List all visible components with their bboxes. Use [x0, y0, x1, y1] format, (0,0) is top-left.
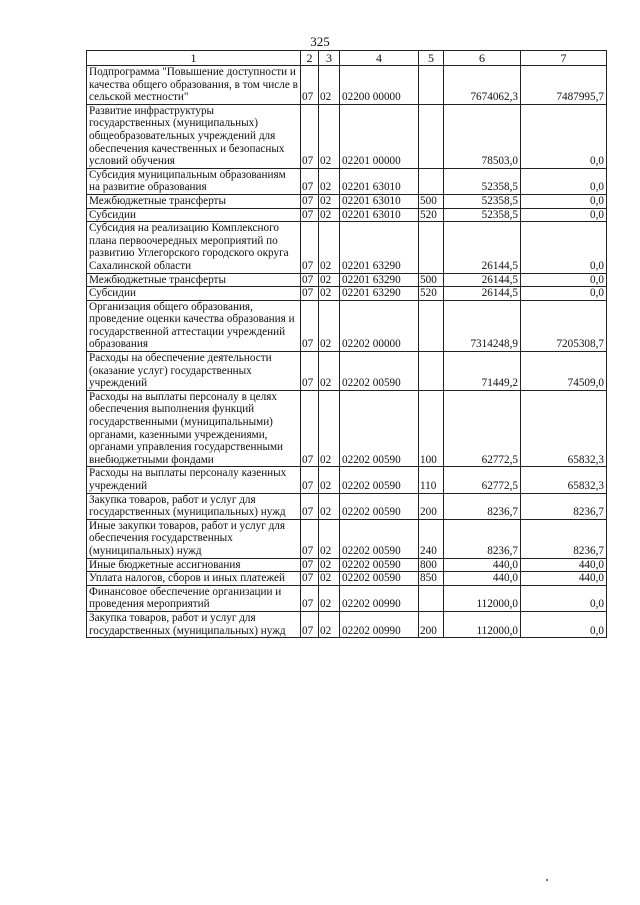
amount-year-1: 7674062,3 — [444, 66, 521, 105]
section-code: 07 — [301, 519, 319, 558]
page-number: 325 — [310, 34, 330, 49]
row-description: Иные закупки товаров, работ и услуг для обеспечения государственных (муниципальных) нужд — [87, 519, 301, 558]
subsection-code: 02 — [319, 66, 340, 105]
amount-year-2: 440,0 — [521, 558, 607, 572]
subsection-code: 02 — [319, 222, 340, 273]
subsection-code: 02 — [319, 208, 340, 222]
amount-year-1: 440,0 — [444, 572, 521, 586]
expense-type-code: 520 — [419, 208, 444, 222]
row-description: Финансовое обеспечение организации и проведения мероприятий — [87, 585, 301, 611]
row-description: Подпрограмма "Повышение доступности и качества общего образования, в том числе в сельской местности" — [87, 66, 301, 105]
expense-type-code: 850 — [419, 572, 444, 586]
section-code: 07 — [301, 104, 319, 168]
amount-year-1: 26144,5 — [444, 273, 521, 287]
table-row — [87, 467, 607, 493]
amount-year-1: 26144,5 — [444, 222, 521, 273]
expense-type-code: 500 — [419, 194, 444, 208]
subsection-code: 02 — [319, 611, 340, 637]
table-row — [87, 519, 607, 558]
table-row — [87, 104, 607, 168]
row-description: Субсидия на реализацию Комплексного плана первоочередных мероприятий по развитию Углегорского городского округа Сахалинской области — [87, 222, 301, 273]
amount-year-1: 440,0 — [444, 558, 521, 572]
subsection-code: 02 — [319, 194, 340, 208]
amount-year-2: 8236,7 — [521, 493, 607, 519]
row-description: Межбюджетные трансферты — [87, 273, 301, 287]
expense-type-code — [419, 104, 444, 168]
table-row — [87, 300, 607, 351]
table-row — [87, 585, 607, 611]
target-article-code: 02202 00590 — [340, 390, 419, 467]
amount-year-1: 52358,5 — [444, 208, 521, 222]
row-description: Межбюджетные трансферты — [87, 194, 301, 208]
amount-year-2: 0,0 — [521, 611, 607, 637]
target-article-code: 02200 00000 — [340, 66, 419, 105]
amount-year-2: 7205308,7 — [521, 300, 607, 351]
section-code: 07 — [301, 611, 319, 637]
expense-type-code — [419, 222, 444, 273]
expense-type-code — [419, 300, 444, 351]
row-description: Иные бюджетные ассигнования — [87, 558, 301, 572]
amount-year-1: 8236,7 — [444, 519, 521, 558]
expense-type-code: 200 — [419, 611, 444, 637]
section-code: 07 — [301, 66, 319, 105]
subsection-code: 02 — [319, 104, 340, 168]
amount-year-1: 26144,5 — [444, 287, 521, 301]
amount-year-2: 74509,0 — [521, 352, 607, 391]
table-row — [87, 390, 607, 467]
column-header-4: 4 — [340, 51, 419, 66]
section-code: 07 — [301, 287, 319, 301]
section-code: 07 — [301, 585, 319, 611]
subsection-code: 02 — [319, 168, 340, 194]
table-row — [87, 194, 607, 208]
target-article-code: 02202 00990 — [340, 611, 419, 637]
section-code: 07 — [301, 558, 319, 572]
amount-year-1: 52358,5 — [444, 168, 521, 194]
column-header-6: 6 — [444, 51, 521, 66]
column-header-3: 3 — [319, 51, 340, 66]
amount-year-2: 65832,3 — [521, 467, 607, 493]
section-code: 07 — [301, 352, 319, 391]
subsection-code: 02 — [319, 352, 340, 391]
amount-year-2: 0,0 — [521, 104, 607, 168]
amount-year-2: 0,0 — [521, 168, 607, 194]
scan-speck — [546, 879, 548, 881]
target-article-code: 02201 63010 — [340, 194, 419, 208]
target-article-code: 02202 00590 — [340, 493, 419, 519]
amount-year-1: 62772,5 — [444, 467, 521, 493]
section-code: 07 — [301, 572, 319, 586]
amount-year-2: 0,0 — [521, 208, 607, 222]
target-article-code: 02202 00590 — [340, 558, 419, 572]
amount-year-1: 78503,0 — [444, 104, 521, 168]
table-row — [87, 493, 607, 519]
column-header-5: 5 — [419, 51, 444, 66]
expense-type-code: 520 — [419, 287, 444, 301]
amount-year-2: 0,0 — [521, 585, 607, 611]
row-description: Расходы на обеспечение деятельности (оказание услуг) государственных учреждений — [87, 352, 301, 391]
section-code: 07 — [301, 194, 319, 208]
expense-type-code: 240 — [419, 519, 444, 558]
amount-year-1: 52358,5 — [444, 194, 521, 208]
amount-year-1: 62772,5 — [444, 390, 521, 467]
section-code: 07 — [301, 222, 319, 273]
expense-type-code: 800 — [419, 558, 444, 572]
row-description: Уплата налогов, сборов и иных платежей — [87, 572, 301, 586]
row-description: Развитие инфраструктуры государственных (муниципальных) общеобразовательных учреждений для обеспечения качественных и безопасных условий обучения — [87, 104, 301, 168]
section-code: 07 — [301, 390, 319, 467]
section-code: 07 — [301, 467, 319, 493]
table-row — [87, 611, 607, 637]
target-article-code: 02201 63290 — [340, 222, 419, 273]
row-description: Субсидии — [87, 208, 301, 222]
expense-type-code — [419, 168, 444, 194]
row-description: Расходы на выплаты персоналу в целях обеспечения выполнения функций государственными (муниципальными) органами, казенными учреждениями, органами управления государственными внебюджетными фондами — [87, 390, 301, 467]
amount-year-1: 112000,0 — [444, 585, 521, 611]
section-code: 07 — [301, 208, 319, 222]
target-article-code: 02201 00000 — [340, 104, 419, 168]
row-description: Закупка товаров, работ и услуг для государственных (муниципальных) нужд — [87, 611, 301, 637]
expense-type-code: 200 — [419, 493, 444, 519]
row-description: Субсидии — [87, 287, 301, 301]
target-article-code: 02201 63010 — [340, 208, 419, 222]
row-description: Расходы на выплаты персоналу казенных учреждений — [87, 467, 301, 493]
target-article-code: 02202 00990 — [340, 585, 419, 611]
expense-type-code — [419, 585, 444, 611]
row-description: Закупка товаров, работ и услуг для государственных (муниципальных) нужд — [87, 493, 301, 519]
amount-year-1: 8236,7 — [444, 493, 521, 519]
expense-type-code: 100 — [419, 390, 444, 467]
column-header-7: 7 — [521, 51, 607, 66]
subsection-code: 02 — [319, 273, 340, 287]
expense-type-code: 110 — [419, 467, 444, 493]
section-code: 07 — [301, 300, 319, 351]
amount-year-1: 112000,0 — [444, 611, 521, 637]
table-header-row — [87, 51, 607, 66]
table-row — [87, 287, 607, 301]
table-row — [87, 572, 607, 586]
target-article-code: 02202 00000 — [340, 300, 419, 351]
amount-year-2: 0,0 — [521, 222, 607, 273]
subsection-code: 02 — [319, 585, 340, 611]
subsection-code: 02 — [319, 572, 340, 586]
table-row — [87, 168, 607, 194]
amount-year-2: 0,0 — [521, 194, 607, 208]
expense-type-code: 500 — [419, 273, 444, 287]
table-row — [87, 273, 607, 287]
amount-year-1: 71449,2 — [444, 352, 521, 391]
subsection-code: 02 — [319, 300, 340, 351]
section-code: 07 — [301, 273, 319, 287]
table-row — [87, 208, 607, 222]
amount-year-2: 0,0 — [521, 273, 607, 287]
target-article-code: 02201 63010 — [340, 168, 419, 194]
amount-year-2: 440,0 — [521, 572, 607, 586]
expense-type-code — [419, 352, 444, 391]
section-code: 07 — [301, 493, 319, 519]
table-row — [87, 66, 607, 105]
column-header-2: 2 — [301, 51, 319, 66]
row-description: Организация общего образования, проведение оценки качества образования и государственной аттестации учреждений образования — [87, 300, 301, 351]
subsection-code: 02 — [319, 493, 340, 519]
subsection-code: 02 — [319, 467, 340, 493]
budget-table — [86, 50, 607, 638]
target-article-code: 02202 00590 — [340, 467, 419, 493]
subsection-code: 02 — [319, 558, 340, 572]
target-article-code: 02201 63290 — [340, 273, 419, 287]
row-description: Субсидия муниципальным образованиям на развитие образования — [87, 168, 301, 194]
column-header-1: 1 — [87, 51, 301, 66]
subsection-code: 02 — [319, 287, 340, 301]
table-row — [87, 558, 607, 572]
expense-type-code — [419, 66, 444, 105]
amount-year-1: 7314248,9 — [444, 300, 521, 351]
section-code: 07 — [301, 168, 319, 194]
target-article-code: 02202 00590 — [340, 519, 419, 558]
target-article-code: 02202 00590 — [340, 572, 419, 586]
amount-year-2: 65832,3 — [521, 390, 607, 467]
amount-year-2: 7487995,7 — [521, 66, 607, 105]
subsection-code: 02 — [319, 390, 340, 467]
amount-year-2: 8236,7 — [521, 519, 607, 558]
subsection-code: 02 — [319, 519, 340, 558]
table-row — [87, 352, 607, 391]
target-article-code: 02201 63290 — [340, 287, 419, 301]
amount-year-2: 0,0 — [521, 287, 607, 301]
target-article-code: 02202 00590 — [340, 352, 419, 391]
table-row — [87, 222, 607, 273]
